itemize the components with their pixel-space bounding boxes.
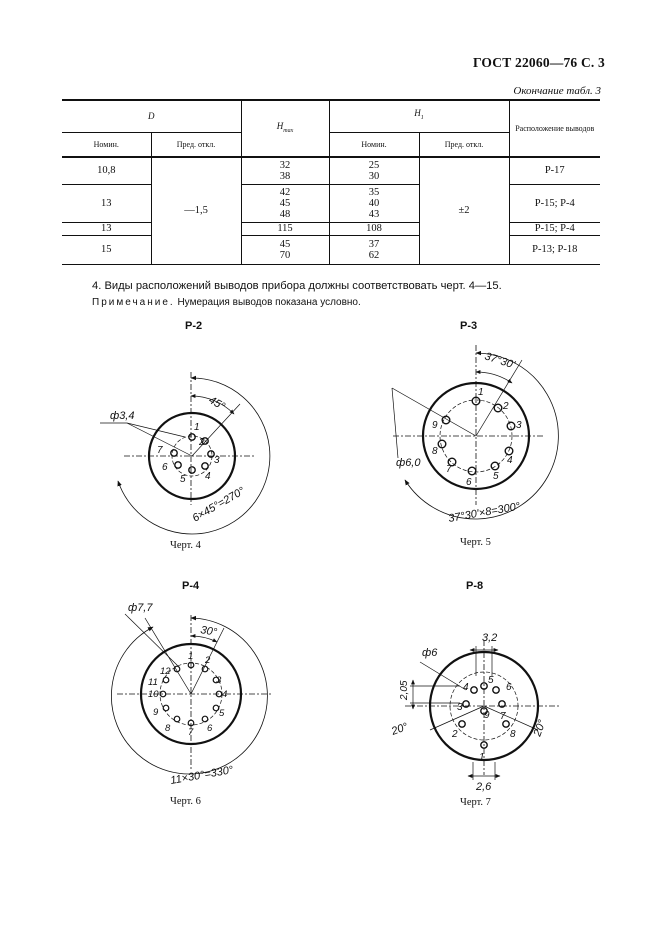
svg-text:5: 5: [488, 675, 494, 686]
fig-p2-title: Р-2: [185, 320, 203, 332]
fig-p8-caption: Черт. 7: [460, 797, 491, 808]
header-Hmax: $H_{max}$: [241, 100, 329, 157]
fig-p8-dim-bottom: 2,6: [476, 781, 492, 793]
header-D-dev: Пред. откл.: [151, 132, 241, 157]
header-D: D: [62, 100, 241, 132]
header-D-nom: Номин.: [62, 132, 151, 157]
svg-text:5: 5: [180, 474, 186, 485]
fig-p8-drawing: [389, 632, 560, 793]
fig-p3-angle-label: 37°30': [483, 350, 517, 372]
svg-text:2: 2: [199, 437, 205, 448]
svg-text:8: 8: [165, 723, 171, 734]
fig-p4-caption: Черт. 6: [170, 796, 201, 807]
svg-text:4: 4: [205, 471, 211, 482]
svg-text:9: 9: [153, 707, 159, 718]
header-H1: $H_1$: [329, 100, 509, 132]
svg-text:2: 2: [452, 729, 458, 740]
fig-p8-dia-label: ф6: [422, 647, 438, 659]
fig-p8-dim-top: 3,2: [482, 632, 498, 644]
fig-p8-title: Р-8: [466, 580, 484, 592]
page-header: ГОСТ 22060—76 С. 3: [472, 55, 605, 70]
header-H1-nom: Номин.: [329, 132, 419, 157]
svg-text:2: 2: [503, 401, 509, 412]
svg-text:1: 1: [479, 752, 485, 763]
svg-text:7: 7: [188, 727, 194, 738]
fig-p2-dia-label: ф3,4: [110, 410, 135, 422]
svg-text:6: 6: [466, 477, 472, 488]
svg-text:1: 1: [194, 422, 200, 433]
fig-p2-pins: [171, 434, 214, 473]
fig-p3-drawing: [392, 345, 558, 525]
table-row: 13 42 45 48 35 40 43 Р-15; Р-4: [62, 184, 600, 222]
table-continuation-label: Окончание табл. 3: [513, 85, 601, 97]
svg-text:6: 6: [207, 723, 213, 734]
fig-p3-caption: Черт. 5: [460, 537, 491, 548]
svg-text:4: 4: [507, 455, 513, 466]
svg-text:5: 5: [493, 471, 499, 482]
svg-text:9: 9: [484, 710, 490, 721]
fig-p3-total-label: 37°30'×8=300°: [447, 500, 522, 525]
svg-text:3: 3: [516, 420, 522, 431]
fig-p3-title: Р-3: [460, 320, 478, 332]
fig-p3-dia-label: ф6,0: [396, 457, 421, 469]
svg-text:12: 12: [160, 666, 171, 677]
svg-text:6: 6: [162, 462, 168, 473]
fig-p2-total-label: 6×45°=270°: [190, 485, 248, 525]
table-row: 15 45 70 37 62 Р-13; Р-18: [62, 235, 600, 264]
svg-text:7: 7: [446, 464, 452, 475]
fig-p4-dia-label: ф7,7: [128, 602, 153, 614]
svg-text:8: 8: [510, 729, 516, 740]
svg-text:3: 3: [214, 455, 220, 466]
svg-text:2: 2: [205, 655, 211, 666]
fig-p2-drawing: [100, 372, 270, 534]
table-row: 13 115 108 Р-15; Р-4: [62, 222, 600, 235]
svg-text:6: 6: [506, 682, 512, 693]
fig-p2-pin-labels: [157, 422, 220, 485]
svg-text:8: 8: [432, 446, 438, 457]
fig-p4-total-label: 11×30°=330°: [169, 764, 235, 787]
table-row: 10,8 —1,5 32 38 25 30 ±2 Р-17: [62, 157, 600, 184]
svg-text:5: 5: [219, 708, 225, 719]
fig-p8-pin-labels: [451, 675, 516, 763]
fig-p8-angle-left: 20°: [389, 720, 410, 738]
svg-text:1: 1: [188, 651, 194, 662]
svg-text:10: 10: [148, 689, 159, 700]
svg-text:4: 4: [463, 682, 469, 693]
header-layout: Расположение выводов: [509, 100, 600, 157]
note: Примечание. Нумерация выводов показана условно.: [92, 297, 361, 308]
svg-text:3: 3: [457, 702, 463, 713]
svg-text:3: 3: [216, 675, 222, 686]
header-H1-dev: Пред. откл.: [419, 132, 509, 157]
fig-p2-angle-label: 45°: [206, 394, 227, 413]
fig-p4-angle-label: 30°: [199, 624, 218, 639]
fig-p3-pin-labels: [432, 387, 522, 488]
svg-text:1: 1: [478, 387, 484, 398]
svg-text:7: 7: [157, 445, 163, 456]
fig-p4-title: Р-4: [182, 580, 200, 592]
fig-p8-dim-side: 2,05: [399, 680, 410, 700]
svg-text:9: 9: [432, 420, 438, 431]
paragraph-4: 4. Виды расположений выводов прибора должны соответствовать черт. 4—15.: [92, 280, 502, 292]
fig-p2-caption: Черт. 4: [170, 540, 201, 551]
svg-text:7: 7: [500, 711, 506, 722]
svg-text:11: 11: [148, 677, 158, 688]
fig-p4-drawing: [111, 602, 272, 787]
d-deviation: —1,5: [151, 157, 241, 264]
h1-deviation: ±2: [419, 157, 509, 264]
svg-text:4: 4: [222, 689, 228, 700]
fig-p8-angle-right: 20°: [531, 718, 549, 739]
